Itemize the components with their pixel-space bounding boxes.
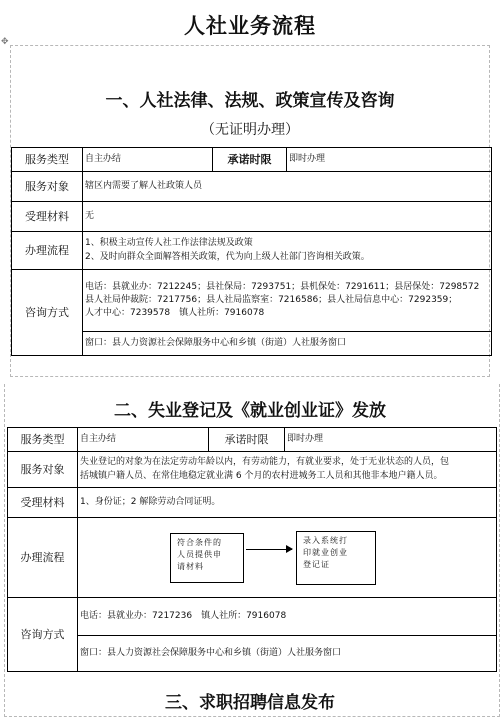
promise-value: 即时办理 [285, 428, 497, 452]
process-flow-cell [78, 518, 497, 598]
process-label: 办理流程 [8, 518, 78, 598]
section2-table [7, 427, 497, 672]
table-row [12, 148, 492, 172]
table-row [8, 452, 497, 488]
table-row [8, 598, 497, 636]
materials-label: 受理材料 [8, 488, 78, 518]
table-row [12, 270, 492, 332]
section1-table [11, 147, 492, 356]
consult-window: 窗口：县人力资源社会保障服务中心和乡镇（街道）人社服务窗口 [83, 332, 492, 356]
page-title: 人社业务流程 [184, 13, 316, 38]
consult-phone: 电话：县就业办：7217236 镇人社所：7916078 [78, 598, 497, 636]
table-row [8, 428, 497, 452]
target-value: 辖区内需要了解人社政策人员 [83, 172, 492, 202]
flow-step-register: 录入系统打 印就业创业 登记证 [296, 531, 376, 585]
consult-line: 电话：县就业办：7212245；县社保局：7293751；县机保处：7291611；县居保处：7298572 [85, 281, 480, 292]
promise-label: 承诺时限 [213, 148, 287, 172]
target-label: 服务对象 [8, 452, 78, 488]
consult-phones [83, 270, 492, 332]
table-row [12, 232, 492, 270]
consult-label: 咨询方式 [8, 598, 78, 672]
flow-step-apply: 符合条件的 人员提供申 请材料 [170, 533, 244, 583]
target-line: 括城镇户籍人员、在常住地稳定就业满 6 个月的农村进城务工人员和其他非本地户籍人员。 [80, 470, 443, 481]
target-cell [78, 452, 497, 488]
service-type-label: 服务类型 [12, 148, 83, 172]
target-label: 服务对象 [12, 172, 83, 202]
materials-label: 受理材料 [12, 202, 83, 232]
table-row [8, 488, 497, 518]
table-row [12, 202, 492, 232]
table-row [8, 518, 497, 598]
consult-label: 咨询方式 [12, 270, 83, 356]
consult-line: 人才中心：7239578 镇人社所：7916078 [85, 308, 265, 319]
service-type-label: 服务类型 [8, 428, 78, 452]
table-row [8, 636, 497, 672]
promise-label: 承诺时限 [209, 428, 285, 452]
section1-subtitle: （无证明办理） [201, 122, 299, 138]
consult-line: 县人社局仲裁院：7217756；县人社局监察室：7216586；县人社局信息中心：7292359； [85, 294, 458, 305]
process-flowchart [80, 527, 494, 589]
section3-title: 三、求职招聘信息发布 [165, 693, 335, 713]
process-line: 2、及时向群众全面解答相关政策，代为向上级人社部门咨询相关政策。 [85, 251, 370, 262]
table-move-handle-icon[interactable]: ✥ [1, 37, 9, 47]
service-type-value: 自主办结 [78, 428, 209, 452]
section1-title: 一、人社法律、法规、政策宣传及咨询 [105, 91, 395, 111]
service-type-value: 自主办结 [83, 148, 213, 172]
promise-value: 即时办理 [287, 148, 492, 172]
materials-value: 1、身份证；2 解除劳动合同证明。 [78, 488, 497, 518]
table-row [12, 332, 492, 356]
materials-value: 无 [83, 202, 492, 232]
process-label: 办理流程 [12, 232, 83, 270]
flow-arrow-icon [246, 549, 292, 550]
table-row [12, 172, 492, 202]
process-line: 1、积极主动宣传人社工作法律法规及政策 [85, 238, 253, 249]
consult-window: 窗口：县人力资源社会保障服务中心和乡镇（街道）人社服务窗口 [78, 636, 497, 672]
target-line: 失业登记的对象为在法定劳动年龄以内，有劳动能力，有就业要求，处于无业状态的人员，包 [80, 457, 450, 468]
section2-title: 二、失业登记及《就业创业证》发放 [114, 401, 386, 421]
process-cell [83, 232, 492, 270]
